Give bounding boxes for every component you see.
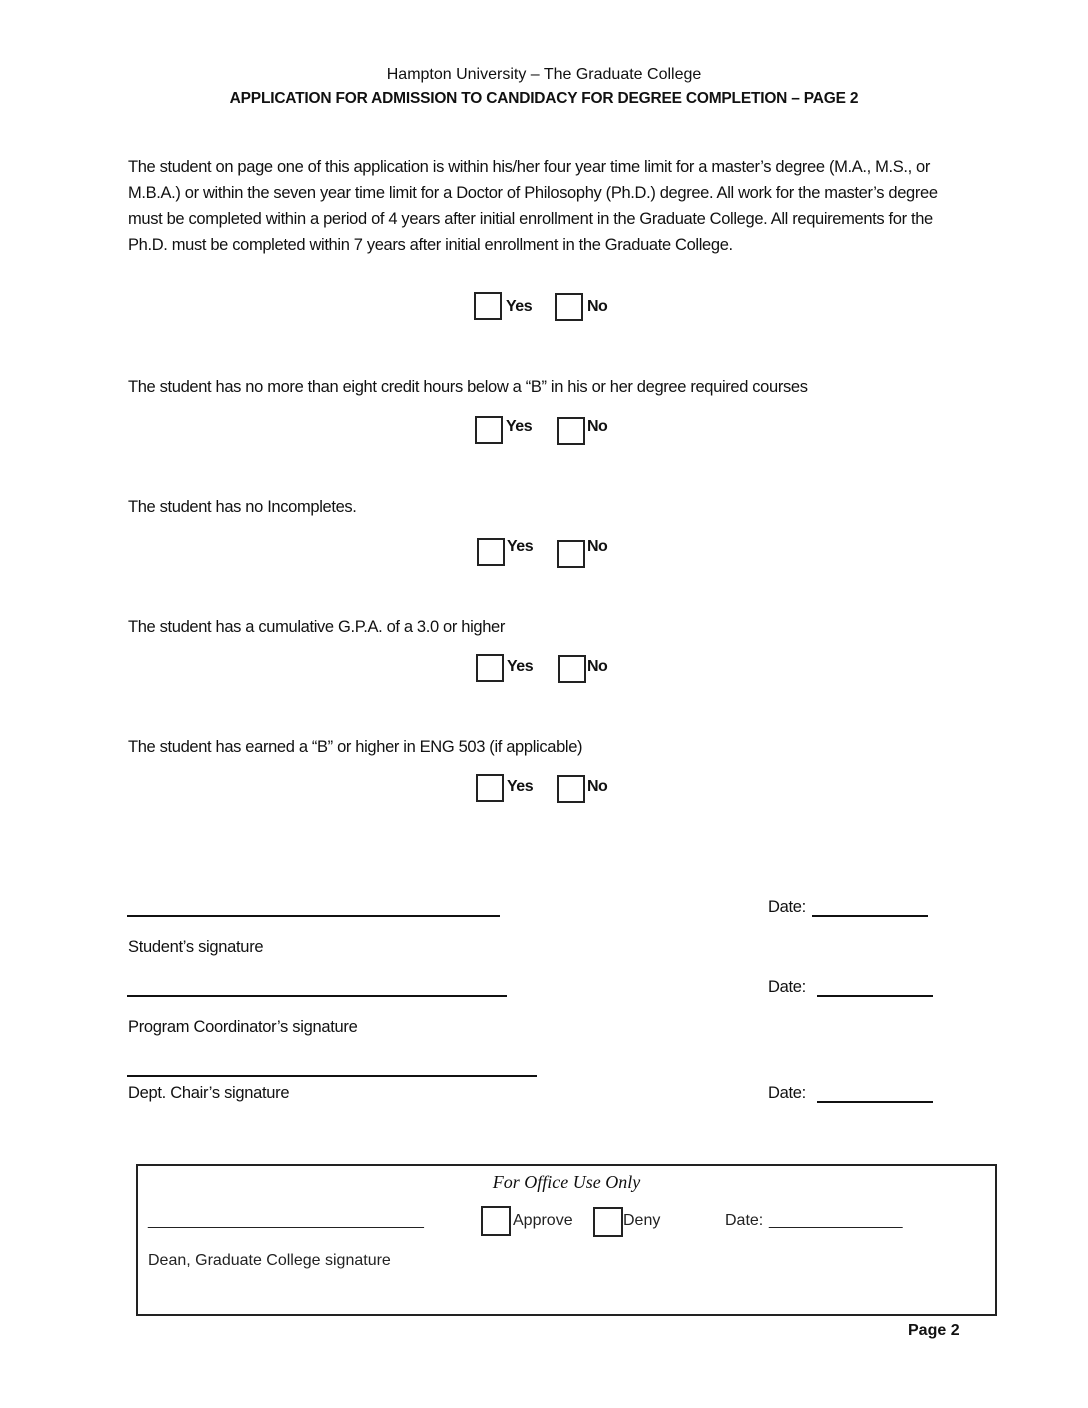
program-coordinator-date-label: Date:: [768, 978, 806, 996]
dept-chair-signature-line[interactable]: [127, 1075, 537, 1077]
question-4-text: The student has a cumulative G.P.A. of a 3.0 or higher: [128, 618, 506, 636]
question-2-yes-label: Yes: [506, 418, 533, 435]
question-3-no-label: No: [587, 538, 608, 555]
question-4-no-checkbox[interactable]: [558, 655, 586, 688]
question-1-text: The student on page one of this application is within his/her four year time limit for a master’s degree (M.A., M.S., or M.B.A.) or within the seven year time limit for a Doctor of Philosophy (Ph.D.) degree. All work for the master’s degree must be completed within a period of 4 years after initial enrollment in the Graduate College. All requirements for the Ph.D. must be completed within 7 years after initial enrollment in the Graduate College.: [128, 158, 938, 254]
question-1-no-label: No: [587, 298, 608, 315]
question-3-no-checkbox[interactable]: [557, 540, 585, 573]
question-3-text: The student has no Incompletes.: [128, 498, 357, 516]
institution-heading: Hampton University – The Graduate College: [386, 66, 702, 83]
question-4-yes-checkbox[interactable]: [476, 654, 504, 687]
question-5-no-label: No: [587, 778, 608, 795]
dept-chair-date-line[interactable]: [817, 1101, 933, 1103]
office-use-title: For Office Use Only: [492, 1172, 641, 1192]
question-1-yes-label: Yes: [506, 298, 533, 315]
deny-checkbox[interactable]: [593, 1207, 623, 1237]
program-coordinator-signature-line[interactable]: [127, 995, 507, 997]
question-5-no-checkbox[interactable]: [557, 775, 585, 808]
question-3-yes-label: Yes: [507, 538, 534, 555]
page-number: Page 2: [908, 1322, 960, 1339]
question-1-no-checkbox[interactable]: [555, 293, 583, 326]
question-2-no-label: No: [587, 418, 608, 435]
question-1-yes-checkbox[interactable]: [474, 292, 502, 325]
dean-signature-label: Dean, Graduate College signature: [148, 1252, 391, 1269]
question-4-yes-label: Yes: [507, 658, 534, 675]
office-date-label: Date:: [725, 1212, 764, 1229]
program-coordinator-date-line[interactable]: [817, 995, 933, 997]
question-5-text: The student has earned a “B” or higher in ENG 503 (if applicable): [128, 738, 583, 756]
question-4-no-label: No: [587, 658, 608, 675]
student-signature-label: Student’s signature: [128, 938, 264, 956]
form-title: APPLICATION FOR ADMISSION TO CANDIDACY FOR DEGREE COMPLETION – PAGE 2: [229, 90, 859, 107]
question-3-yes-checkbox[interactable]: [477, 538, 505, 571]
dean-signature-line[interactable]: _______________________________: [148, 1212, 424, 1229]
question-2-yes-checkbox[interactable]: [475, 416, 503, 449]
dept-chair-signature-label: Dept. Chair’s signature: [128, 1084, 290, 1102]
deny-label: Deny: [623, 1212, 661, 1229]
question-2-text: The student has no more than eight credit hours below a “B” in his or her degree required courses: [128, 378, 808, 396]
student-date-label: Date:: [768, 898, 806, 916]
question-5-yes-checkbox[interactable]: [476, 774, 504, 807]
student-signature-line[interactable]: [127, 915, 500, 917]
program-coordinator-signature-label: Program Coordinator’s signature: [128, 1018, 358, 1036]
student-date-line[interactable]: [812, 915, 928, 917]
question-2-no-checkbox[interactable]: [557, 417, 585, 450]
approve-checkbox[interactable]: [481, 1206, 511, 1236]
dept-chair-date-label: Date:: [768, 1084, 806, 1102]
approve-label: Approve: [513, 1212, 573, 1229]
office-date-line[interactable]: _______________: [769, 1212, 903, 1229]
question-5-yes-label: Yes: [507, 778, 534, 795]
